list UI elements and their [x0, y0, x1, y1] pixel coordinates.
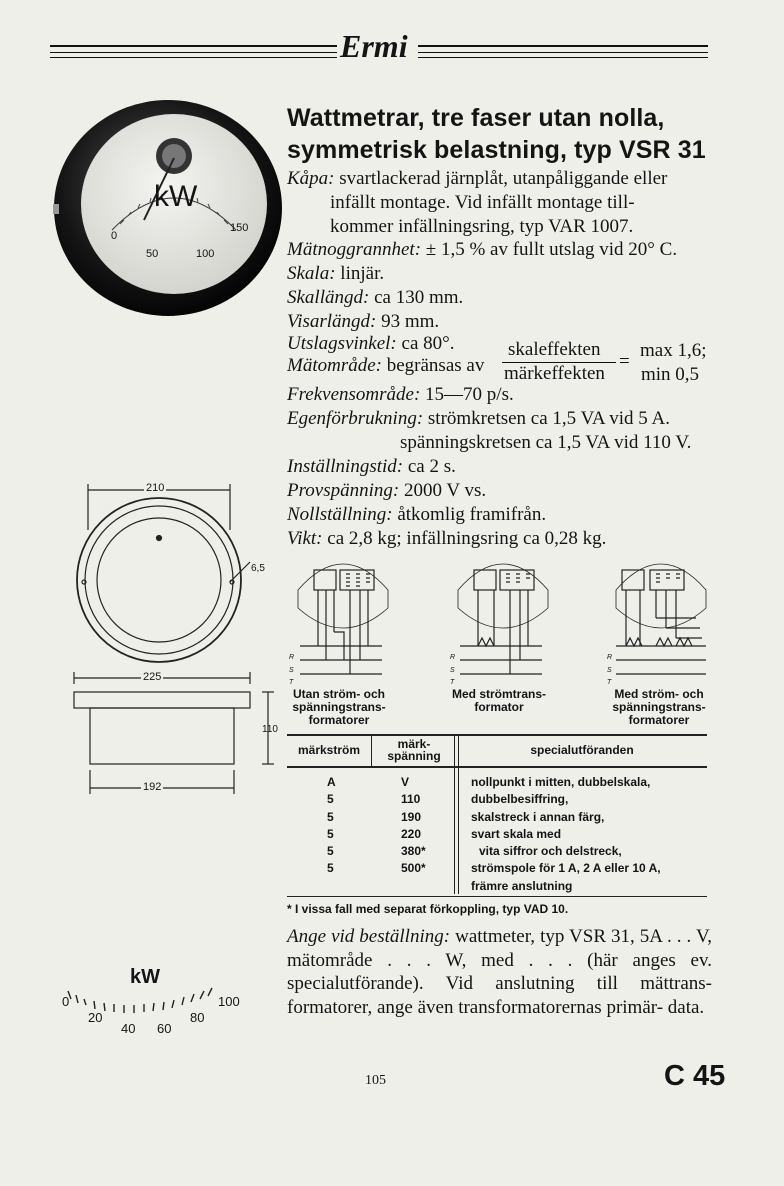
table-row — [287, 809, 707, 826]
table-header-row — [287, 734, 707, 767]
voltage-value — [371, 878, 457, 895]
spec-utslagsvinkel: Utslagsvinkel: ca 80°. — [287, 333, 455, 354]
fraction-equals: = — [619, 351, 630, 372]
current-value — [287, 878, 371, 895]
spec-skala: Skala: linjär. — [287, 263, 385, 284]
spec-installningstid: Inställningstid: ca 2 s. — [287, 456, 456, 477]
current-value: 5 — [327, 826, 334, 841]
diagram2-phase-t: T — [450, 679, 455, 686]
voltage-value: 500* — [401, 861, 426, 876]
meter-scale-150: 150 — [230, 222, 249, 234]
diagram2-phase-r: R — [450, 654, 456, 661]
meter-unit-label: kW — [154, 180, 198, 213]
fraction-denominator: märkeffekten — [504, 363, 605, 384]
voltage-value: 220 — [401, 826, 422, 841]
fraction-min: min 0,5 — [641, 364, 700, 385]
spec-kapa-cont-2: kommer infällningsring, typ VAR 1007. — [330, 216, 634, 237]
scale-sample-unit: kW — [130, 966, 160, 988]
voltage-value: 190 — [401, 809, 422, 824]
wiring-diagram-2 — [448, 548, 558, 680]
unit-voltage: V — [401, 775, 410, 789]
scale-label-0: 0 — [62, 994, 70, 1009]
diagram1-phase-t: T — [289, 679, 294, 686]
diagram3-phase-t: T — [607, 679, 612, 686]
spec-matomrade: Mätområde: begränsas av — [287, 355, 485, 376]
scale-label-60: 60 — [157, 1021, 172, 1036]
special-option: nollpunkt i mitten, dubbelskala, — [471, 775, 651, 789]
header-rule-left-1 — [50, 45, 337, 47]
spec-nollstallning: Nollställning: åtkomlig framifrån. — [287, 504, 547, 525]
dim-210: 210 — [146, 482, 165, 494]
special-option: skalstreck i annan färg, — [471, 809, 605, 824]
special-option: svart skala med — [471, 826, 562, 841]
spec-egenforbrukning-cont: spänningskretsen ca 1,5 VA vid 110 V. — [400, 432, 692, 453]
spec-frekvens: Frekvensområde: 15—70 p/s. — [287, 384, 514, 405]
dim-110: 110 — [262, 724, 278, 735]
dim-225: 225 — [143, 671, 162, 683]
table-row — [287, 860, 707, 877]
scale-label-80: 80 — [190, 1010, 205, 1025]
current-value: 5 — [327, 792, 334, 807]
scale-label-20: 20 — [88, 1010, 103, 1025]
dim-6-5: 6,5 — [251, 563, 265, 574]
wiring-diagram-1 — [288, 548, 398, 680]
special-option: dubbelbesiffring, — [471, 792, 569, 807]
diagram-caption-1: Utan ström- och spänningstrans- formatorer — [292, 687, 386, 727]
diagram1-phase-s: S — [289, 667, 294, 674]
spec-egenforbrukning: Egenförbrukning: strömkretsen ca 1,5 VA vid 5 A. — [287, 408, 670, 429]
wiring-diagram-3 — [606, 548, 716, 680]
fraction-numerator: skaleffekten — [508, 339, 601, 360]
order-text: wattmeter, typ VSR 31, 5A . . . V, mätområde . . . W, med . . . (här anges ev. specialutförande). Vid anslutning till mättrans- formatorer, ange även transformatorernas primär- data. — [287, 926, 713, 1018]
diagram1-phase-r: R — [289, 654, 295, 661]
table-row — [287, 826, 707, 843]
spec-vikt: Vikt: ca 2,8 kg; infällningsring ca 0,28 kg. — [287, 528, 607, 549]
voltage-value: 110 — [401, 792, 421, 807]
dimension-drawing — [60, 470, 290, 810]
table-row — [287, 878, 707, 895]
spec-kapa: Kåpa: svartlackerad järnplåt, utanpåliggande eller — [287, 168, 668, 189]
meter-scale-50: 50 — [146, 248, 159, 260]
header-markspanning: märk- spänning — [371, 734, 457, 767]
current-value: 5 — [327, 844, 334, 859]
spec-noggrannhet: Mätnoggrannhet: ± 1,5 % av fullt utslag vid 20° C. — [287, 239, 678, 260]
current-value: 5 — [327, 861, 334, 876]
spec-skallangd: Skallängd: ca 130 mm. — [287, 287, 464, 308]
fraction-max: max 1,6; — [640, 340, 707, 361]
diagram3-phase-s: S — [607, 667, 612, 674]
table-row — [287, 843, 707, 860]
diagram-caption-3: Med ström- och spänningstrans- formatorer — [612, 687, 706, 727]
special-option: strömspole för 1 A, 2 A eller 10 A, — [471, 861, 661, 876]
header-rule-right-1 — [418, 45, 708, 47]
page-code: C 45 — [664, 1060, 726, 1092]
header-specialutforanden: specialutföranden — [457, 734, 707, 767]
header-rule-left-3 — [50, 57, 337, 58]
header-rule-left-2 — [50, 52, 337, 53]
spec-visarlangd: Visarlängd: 93 mm. — [287, 311, 440, 332]
special-option: vita siffror och delstreck, — [479, 844, 622, 859]
current-value: 5 — [327, 809, 334, 824]
table-unit-row — [287, 767, 707, 791]
header-rule-right-2 — [418, 52, 708, 53]
table-footnote: * I vissa fall med separat förkoppling, typ VAD 10. — [287, 902, 569, 916]
page-number: 105 — [365, 1073, 386, 1088]
voltage-value: 380* — [401, 844, 426, 859]
scale-label-40: 40 — [121, 1021, 136, 1036]
scale-sample — [60, 985, 240, 1035]
table-row — [287, 791, 707, 808]
specification-table — [287, 734, 707, 895]
spec-kapa-cont-1: infällt montage. Vid infällt montage till- — [330, 192, 635, 213]
special-option: främre anslutning — [471, 878, 573, 893]
unit-current: A — [327, 775, 336, 789]
header-rule-right-3 — [418, 57, 708, 58]
header-markstrom: märkström — [287, 734, 371, 767]
diagram3-phase-r: R — [607, 654, 613, 661]
diagram-caption-2: Med strömtrans- formator — [451, 687, 546, 714]
meter-scale-100: 100 — [196, 248, 215, 260]
brand-logo: Ermi — [340, 28, 408, 64]
order-instructions — [287, 925, 712, 1019]
spec-provspanning: Provspänning: 2000 V vs. — [287, 480, 487, 501]
meter-scale-0: 0 — [111, 230, 118, 242]
dim-192: 192 — [143, 781, 162, 793]
scale-label-100: 100 — [218, 994, 240, 1009]
order-label: Ange vid beställning: — [287, 926, 451, 947]
page-title: Wattmetrar, tre faser utan nolla, symmetrisk belastning, typ VSR 31 — [287, 104, 706, 164]
diagram2-phase-s: S — [450, 667, 455, 674]
